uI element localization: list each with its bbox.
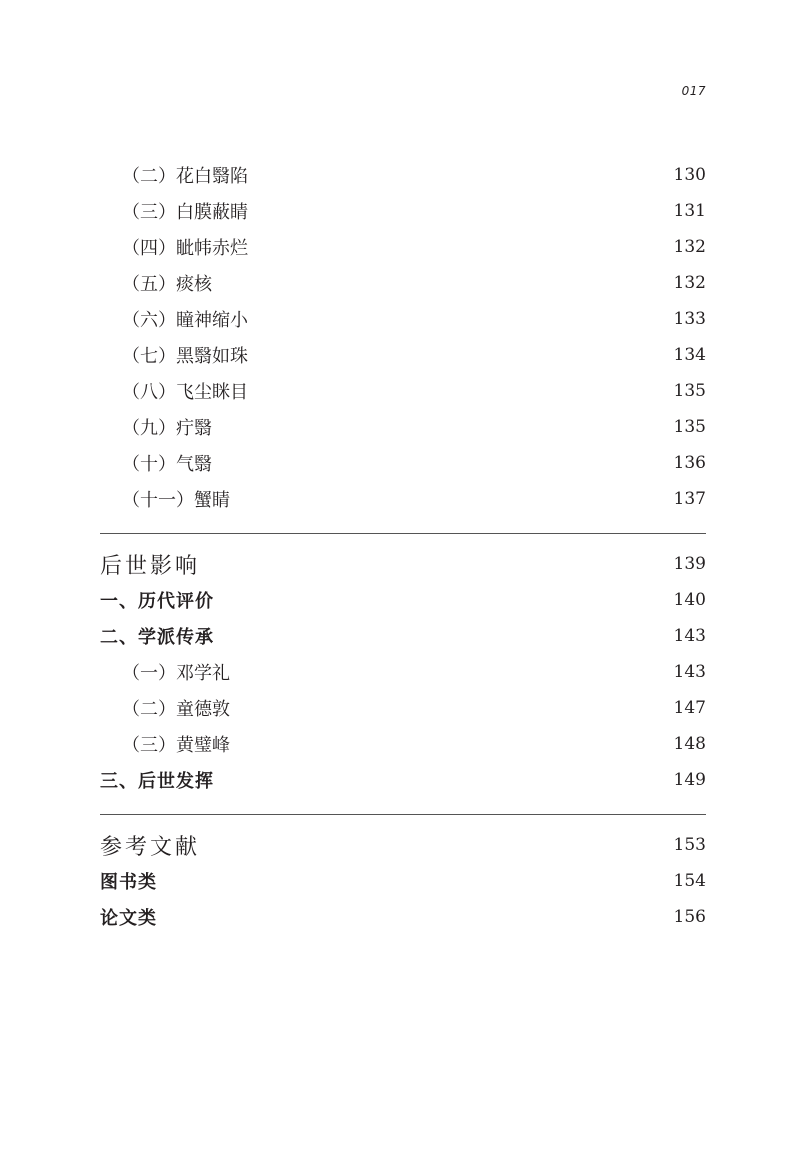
section-heading-label: 参考文献 [100, 834, 201, 860]
toc-entry-page: 134 [673, 345, 706, 365]
toc-entry-label: （三）黄璧峰 [122, 735, 230, 756]
toc-entry-page: 136 [673, 453, 706, 473]
toc-entry[interactable] [100, 265, 706, 301]
toc-entry[interactable] [100, 863, 706, 899]
toc-entry-page: 143 [673, 662, 706, 682]
toc-entry-label: 论文类 [100, 908, 157, 929]
toc-entry-label: （三）白膜蔽睛 [122, 202, 248, 223]
toc-entry[interactable] [100, 229, 706, 265]
toc-entry-page: 154 [673, 871, 706, 891]
toc-entry-page: 147 [673, 698, 706, 718]
toc-entry-page: 130 [673, 165, 706, 185]
section-divider [100, 814, 706, 815]
toc-entry-page: 133 [673, 309, 706, 329]
toc-entry[interactable] [100, 157, 706, 193]
toc-entry[interactable] [100, 762, 706, 798]
toc-entry-page: 135 [673, 381, 706, 401]
toc-entry-label: （八）飞尘眯目 [122, 382, 248, 403]
toc-entry[interactable] [100, 690, 706, 726]
toc-section-heading[interactable] [100, 546, 706, 582]
toc-entry[interactable] [100, 373, 706, 409]
section-divider [100, 533, 706, 534]
toc-entry-label: 三、后世发挥 [100, 771, 214, 792]
toc-entry[interactable] [100, 301, 706, 337]
toc-entry[interactable] [100, 726, 706, 762]
toc-entry-label: 一、历代评价 [100, 591, 214, 612]
toc-entry-page: 131 [673, 201, 706, 221]
toc-entry[interactable] [100, 337, 706, 373]
toc-entry-label: （十一）蟹睛 [122, 490, 230, 511]
toc-entry-label: （五）痰核 [122, 274, 212, 295]
toc-entry-label: 图书类 [100, 872, 157, 893]
toc-entry-label: （十）气翳 [122, 454, 212, 475]
toc-entry-page: 132 [673, 237, 706, 257]
toc-entry[interactable] [100, 582, 706, 618]
toc-entry-page: 148 [673, 734, 706, 754]
toc-entry-label: （二）花白翳陷 [122, 166, 248, 187]
toc-entry-page: 135 [673, 417, 706, 437]
toc-entry-page: 132 [673, 273, 706, 293]
page-number: 017 [681, 84, 706, 98]
toc-entry[interactable] [100, 654, 706, 690]
toc-entry-label: （一）邓学礼 [122, 663, 230, 684]
toc-entry-label: （九）疔翳 [122, 418, 212, 439]
section-heading-page: 139 [673, 554, 706, 574]
section-heading-label: 后世影响 [100, 553, 201, 579]
toc-entry-label: （六）瞳神缩小 [122, 310, 248, 331]
toc-entry[interactable] [100, 481, 706, 517]
toc-entry-page: 137 [673, 489, 706, 509]
toc-entry[interactable] [100, 445, 706, 481]
toc-section-heading[interactable] [100, 827, 706, 863]
toc-entry-label: （四）眦帏赤烂 [122, 238, 248, 259]
section-heading-page: 153 [673, 835, 706, 855]
toc-entry-page: 140 [673, 590, 706, 610]
toc-entry-label: （二）童德敦 [122, 699, 230, 720]
toc-entry-label: （七）黑翳如珠 [122, 346, 248, 367]
toc-entry-label: 二、学派传承 [100, 627, 214, 648]
toc-entry-page: 143 [673, 626, 706, 646]
toc-entry-page: 156 [673, 907, 706, 927]
toc-entry[interactable] [100, 409, 706, 445]
toc-entry[interactable] [100, 193, 706, 229]
toc-entry[interactable] [100, 618, 706, 654]
toc-entry-page: 149 [673, 770, 706, 790]
table-of-contents [100, 157, 706, 935]
toc-entry[interactable] [100, 899, 706, 935]
